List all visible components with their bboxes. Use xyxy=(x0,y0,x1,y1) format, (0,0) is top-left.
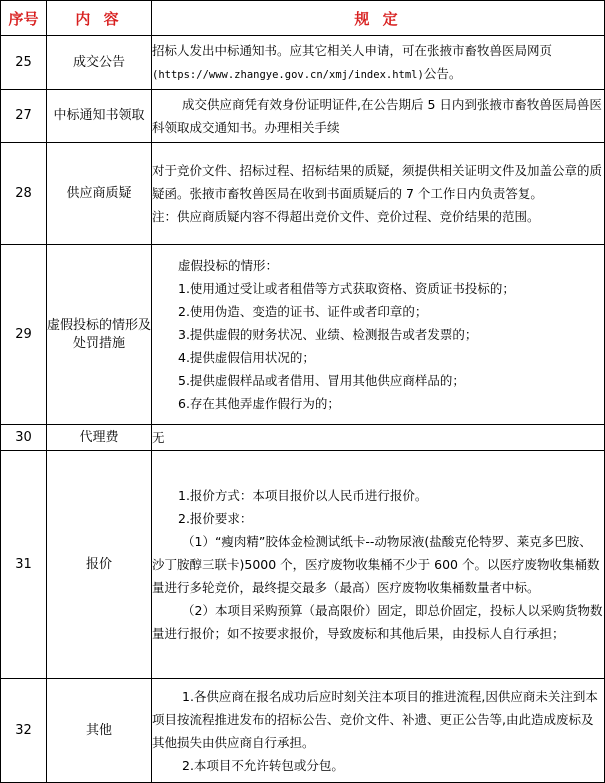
rule-line: 6.存在其他弄虚作假行为的； xyxy=(178,396,340,411)
row-name: 中标通知书领取 xyxy=(47,90,152,143)
rule-line: 4.提供虚假信用状况的； xyxy=(178,350,315,365)
rule-line: （1）“瘦肉精”胶体金检测试纸卡--动物尿液(盐酸克伦特罗、莱克多巴胺、沙丁胺醇三联卡)5000 个，医疗废物收集桶不少于 600 个。以医疗废物收集桶数量进行多轮竞价，最终提交最多（最高）医疗废物收集桶数量者中标。 xyxy=(152,534,600,595)
rule-line: 2.使用伪造、变造的证书、证件或者印章的； xyxy=(178,304,428,319)
rule-line: 对于竞价文件、招标过程、招标结果的质疑，须提供相关证明文件及加盖公章的质疑函。张掖市畜牧兽医局在收到书面质疑后的 7 个工作日内负责答复。 xyxy=(152,163,603,201)
rule-line: 成交供应商凭有效身份证明证件,在公告期后 5 日内到张掖市畜牧兽医局兽医科领取成交通知书。办理相关手续 xyxy=(152,97,602,135)
header-name: 内 容 xyxy=(47,1,152,36)
header-row xyxy=(1,1,605,36)
row-name: 虚假投标的情形及处罚措施 xyxy=(47,245,152,425)
rule-line: 1.各供应商在报名成功后应时刻关注本项目的推进流程,因供应商未关注到本项目按流程推进发布的招标公告、竞价文件、补遗、更正公告等,由此造成废标及其他损失由供应商自行承担。 xyxy=(152,688,598,750)
row-rule xyxy=(152,143,605,245)
row-rule xyxy=(152,36,605,90)
rule-line: 3.提供虚假的财务状况、业绩、检测报告或者发票的； xyxy=(178,327,478,342)
table-row xyxy=(1,679,605,783)
table-row xyxy=(1,143,605,245)
table-row xyxy=(1,425,605,451)
row-number: 25 xyxy=(1,36,47,90)
row-number: 27 xyxy=(1,90,47,143)
table-row xyxy=(1,90,605,143)
rule-line: 2.本项目不允许转包或分包。 xyxy=(182,757,344,773)
rule-line: 公告。 xyxy=(423,65,462,81)
rule-line: 1.使用通过受让或者租借等方式获取资格、资质证书投标的； xyxy=(178,281,515,296)
row-name: 其他 xyxy=(47,679,152,783)
row-name: 报价 xyxy=(47,451,152,679)
header-rule: 规 定 xyxy=(152,1,605,36)
header-num: 序号 xyxy=(1,1,47,36)
row-rule xyxy=(152,90,605,143)
row-number: 32 xyxy=(1,679,47,783)
row-rule xyxy=(152,425,605,451)
rule-line: 5.提供虚假样品或者借用、冒用其他供应商样品的； xyxy=(178,373,465,388)
row-name: 代理费 xyxy=(47,425,152,451)
rule-line: 无 xyxy=(152,430,165,445)
rule-line: 1.报价方式：本项目报价以人民币进行报价。 xyxy=(178,488,428,503)
rule-line: 2.报价要求： xyxy=(178,511,253,526)
rule-line: （2）本项目采购预算（最高限价）固定，即总价固定，投标人以采购货物数量进行报价；如不按要求报价，导致废标和其他后果，由投标人自行承担； xyxy=(152,603,603,641)
rule-line: 招标人发出中标通知书。应其它相关人申请，可在张掖市畜牧兽医局网页 xyxy=(152,42,553,58)
row-name: 供应商质疑 xyxy=(47,143,152,245)
table-row xyxy=(1,36,605,90)
row-name: 成交公告 xyxy=(47,36,152,90)
row-rule xyxy=(152,245,605,425)
rule-url: (https://www.zhangye.gov.cn/xmj/index.html) xyxy=(152,68,424,81)
row-number: 29 xyxy=(1,245,47,425)
row-number: 30 xyxy=(1,425,47,451)
row-rule xyxy=(152,451,605,679)
rule-line: 虚假投标的情形： xyxy=(178,258,279,273)
table-row xyxy=(1,451,605,679)
table-row xyxy=(1,245,605,425)
row-rule xyxy=(152,679,605,783)
rule-line: 注：供应商质疑内容不得超出竞价文件、竞价过程、竞价结果的范围。 xyxy=(152,209,540,224)
row-number: 28 xyxy=(1,143,47,245)
row-number: 31 xyxy=(1,451,47,679)
